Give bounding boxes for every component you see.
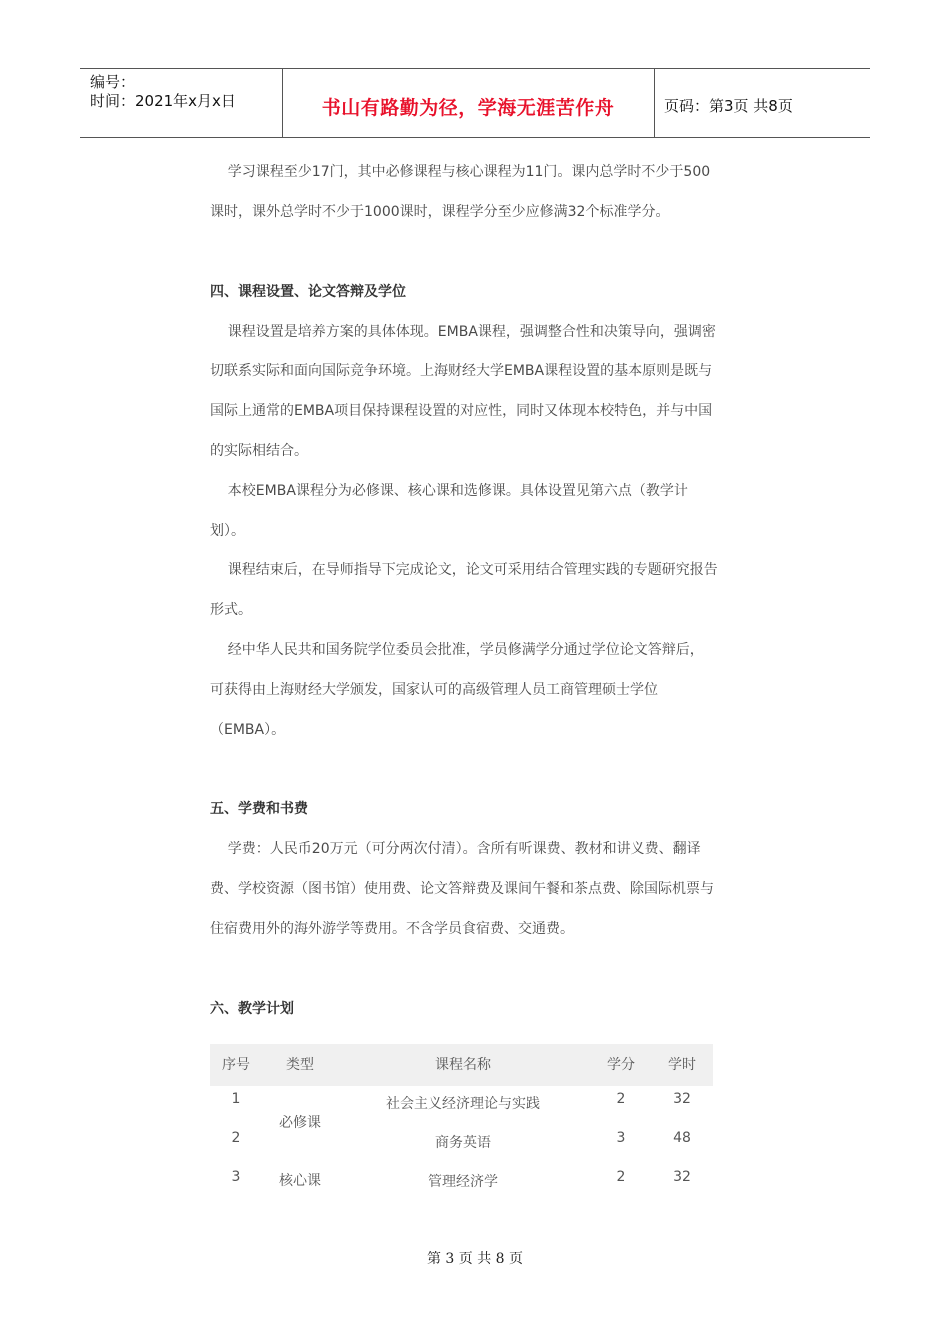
table-cell-hours: 32 <box>673 1169 691 1185</box>
section-5-heading: 五、学费和书费 <box>210 801 308 817</box>
header-motto-cell <box>282 69 655 137</box>
table-cell-no: 1 <box>231 1091 241 1107</box>
intro-line-2: 课时，课外总学时不少于1000课时，课程学分至少应修满32个标准学分。 <box>210 204 670 220</box>
table-cell-hours: 48 <box>673 1130 691 1146</box>
time-label: 时间：2021年x月x日 <box>90 92 236 110</box>
table-cell-credit: 2 <box>616 1169 626 1185</box>
table-cell-type: 核心课 <box>279 1173 321 1189</box>
table-cell-credit: 3 <box>616 1130 626 1146</box>
table-cell-no: 3 <box>231 1169 241 1185</box>
document-header <box>80 68 870 138</box>
sec4-p2-line-1: 本校EMBA课程分为必修课、核心课和选修课。具体设置见第六点（教学计 <box>210 483 688 499</box>
section-6-heading: 六、教学计划 <box>210 1001 294 1017</box>
sec5-p1-line-3: 住宿费用外的海外游学等费用。不含学员食宿费、交通费。 <box>210 921 574 937</box>
page-footer: 第 3 页 共 8 页 <box>426 1251 524 1267</box>
sec4-p1-line-4: 的实际相结合。 <box>210 443 308 459</box>
table-header-no: 序号 <box>222 1057 250 1073</box>
table-cell-credit: 2 <box>616 1091 626 1107</box>
motto-text: 书山有路勤为径，学海无涯苦作舟 <box>321 97 615 119</box>
sec4-p1-line-1: 课程设置是培养方案的具体体现。EMBA课程，强调整合性和决策导向，强调密 <box>210 324 716 340</box>
sec4-p3-line-1: 课程结束后，在导师指导下完成论文，论文可采用结合管理实践的专题研究报告 <box>210 562 718 578</box>
sec4-p1-line-3: 国际上通常的EMBA项目保持课程设置的对应性，同时又体现本校特色，并与中国 <box>210 403 713 419</box>
sec4-p4-line-1: 经中华人民共和国务院学位委员会批准，学员修满学分通过学位论文答辩后， <box>210 642 704 658</box>
sec5-p1-line-2: 费、学校资源（图书馆）使用费、论文答辩费及课间午餐和茶点费、除国际机票与 <box>210 881 714 897</box>
table-cell-type-merged: 必修课 <box>279 1115 321 1131</box>
sec4-p4-line-3: （EMBA）。 <box>210 722 286 738</box>
table-cell-course: 社会主义经济理论与实践 <box>386 1096 540 1112</box>
table-cell-course: 商务英语 <box>435 1135 491 1151</box>
table-cell-hours: 32 <box>673 1091 691 1107</box>
table-cell-no: 2 <box>231 1130 241 1146</box>
sec4-p3-line-2: 形式。 <box>210 602 252 618</box>
table-header-credit: 学分 <box>607 1057 635 1073</box>
table-header-type: 类型 <box>286 1057 314 1073</box>
header-meta-cell <box>80 69 283 137</box>
page-info: 页码：第3页 共8页 <box>664 97 793 115</box>
table-header-course: 课程名称 <box>435 1057 491 1073</box>
sec4-p2-line-2: 划）。 <box>210 523 245 539</box>
section-4-heading: 四、课程设置、论文答辩及学位 <box>210 284 406 300</box>
header-page-cell <box>655 69 870 137</box>
intro-line-1: 学习课程至少17门，其中必修课程与核心课程为11门。课内总学时不少于500 <box>210 164 711 180</box>
sec4-p1-line-2: 切联系实际和面向国际竞争环境。上海财经大学EMBA课程设置的基本原则是既与 <box>210 363 713 379</box>
table-header-hours: 学时 <box>668 1057 696 1073</box>
sec4-p4-line-2: 可获得由上海财经大学颁发，国家认可的高级管理人员工商管理硕士学位 <box>210 682 658 698</box>
number-label: 编号： <box>90 73 136 91</box>
sec5-p1-line-1: 学费：人民币20万元（可分两次付清）。含所有听课费、教材和讲义费、翻译 <box>210 841 701 857</box>
table-cell-course: 管理经济学 <box>428 1174 498 1190</box>
